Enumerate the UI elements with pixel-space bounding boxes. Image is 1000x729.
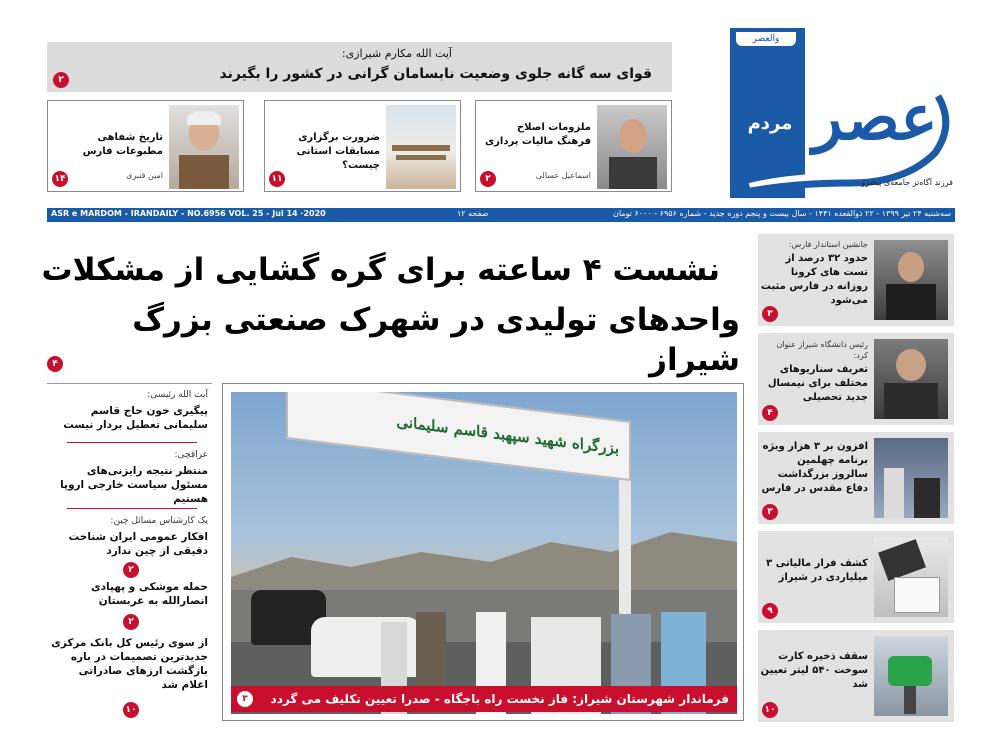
main-headline-page-badge: ۴ <box>47 356 63 372</box>
masthead-subtitle: فرزند آگاه‌تر جامعه‌ی پیشرو <box>861 178 953 187</box>
competition-photo <box>386 105 456 189</box>
main-photo-frame[interactable] <box>222 383 744 721</box>
top-card-author: اسماعیل عسالی <box>535 171 591 180</box>
sidebar-item-page-badge: ۹ <box>762 603 778 619</box>
tax-photo <box>874 537 948 617</box>
left-item-5-page-badge: ۱۰ <box>123 702 139 718</box>
top-banner-page-badge: ۲ <box>53 72 69 88</box>
top-banner-kicker: آیت الله مکارم شیرازی: <box>341 47 452 60</box>
left-item-3-kicker: یک کارشناس مسائل چین: <box>110 516 208 526</box>
top-card-3[interactable] <box>47 100 244 192</box>
info-bar-left: ASR e MARDOM - IRANDAILY - NO.6956 VOL. 25 - Jul 14 ·2020 <box>51 209 326 218</box>
left-column <box>47 383 212 723</box>
main-headline-line2[interactable]: واحدهای تولیدی در شهرک صنعتی بزرگ شیراز <box>132 302 740 378</box>
sidebar-item-title: حدود ۳۲ درصد از تست های کرونا روزانه در فارس مثبت می‌شود <box>760 253 868 306</box>
main-photo-caption-text: فرماندار شهرستان شیراز: فاز نخست راه باجگاه - صدرا تعیین تکلیف می گردد <box>270 692 729 706</box>
top-card-page-badge: ۱۱ <box>269 171 285 187</box>
top-card-page-badge: ۲ <box>480 171 496 187</box>
left-item-2-kicker: عراقچی: <box>174 450 208 460</box>
logo-word-main: عصر <box>812 81 938 154</box>
sidebar-item-1[interactable] <box>758 234 954 326</box>
info-bar-right: سه‌شنبه ۲۴ تیر ۱۳۹۹ - ۲۲ ذوالقعده ۱۴۴۱ - سال بیست و پنجم دوره جدید - شماره ۶۹۵۶ - ۶۰۰۰ تومان <box>612 209 951 218</box>
top-card-title: تاریخ شفاهی مطبوعات فارس <box>82 132 163 157</box>
top-card-title: ملزومات اصلاح فرهنگ مالیات پردازی <box>484 122 591 147</box>
sidebar-item-page-badge: ۳ <box>762 504 778 520</box>
official-photo <box>874 240 948 320</box>
sidebar-item-kicker: رئیس دانشگاه شیراز عنوان کرد: <box>776 340 868 360</box>
left-item-1-title[interactable]: پیگیری خون حاج قاسم سلیمانی تعطیل بردار نیست <box>63 405 208 431</box>
top-card-page-badge: ۱۴ <box>52 171 68 187</box>
logo-tag: والعصر <box>736 32 796 46</box>
sidebar-item-5[interactable] <box>758 630 954 722</box>
sidebar-item-kicker: جانشین استاندار فارس: <box>788 240 868 249</box>
left-item-4-title[interactable]: حمله موشکی و پهپادی انصارالله به عربستان <box>90 581 208 607</box>
left-item-5-title[interactable]: از سوی رئیس کل بانک مرکزی جدیدترین تصمیمات در باره بازگشت ارزهای صادراتی اعلام شد <box>51 637 208 691</box>
sidebar-item-4[interactable] <box>758 531 954 623</box>
top-card-title: ضرورت برگزاری مسابقات استانی چیست؟ <box>296 132 380 171</box>
sidebar-item-3[interactable] <box>758 432 954 524</box>
masthead-logo <box>730 28 955 203</box>
sidebar-item-title: سقف ذخیره کارت سوخت ۵۴۰ لیتر تعیین شد <box>760 651 868 690</box>
fuel-nozzle-photo <box>874 636 948 716</box>
sidebar-item-page-badge: ۳ <box>762 306 778 322</box>
sidebar-item-title: کشف فرار مالیاتی ۳ میلیاردی در شیراز <box>766 558 868 583</box>
top-card-author: امین قنبری <box>126 171 163 180</box>
sidebar-item-title: تعریف سناریوهای مختلف برای نیمسال جدید تحصیلی <box>767 364 868 403</box>
left-item-2-title[interactable]: منتظر نتیجه رایزنی‌های مسئول سیاست خارجی اروپا هستیم <box>60 465 208 505</box>
top-banner[interactable] <box>47 42 672 92</box>
main-photo-caption-page-badge: ۳ <box>237 691 253 707</box>
main-photo <box>231 392 737 714</box>
sidebar-item-2[interactable] <box>758 333 954 425</box>
top-card-1[interactable] <box>475 100 672 192</box>
author-photo <box>597 105 667 189</box>
sign-pole <box>619 462 631 622</box>
left-item-1-kicker: آیت الله رئیسی: <box>147 390 208 400</box>
main-photo-caption <box>231 686 737 712</box>
logo-word-small: مردم <box>747 113 793 134</box>
sidebar-item-page-badge: ۴ <box>762 405 778 421</box>
road-sign-text: بزرگراه شهید سپهبد قاسم سلیمانی <box>396 412 619 458</box>
main-headline-line1[interactable]: نشست ۴ ساعته برای گره گشایی از مشکلات <box>41 252 720 288</box>
sidebar-item-title: افزون بر ۳ هزار ویژه برنامه چهلمین سالروز بزرگداشت دفاع مقدس در فارس <box>761 441 868 494</box>
official-photo <box>874 339 948 419</box>
top-banner-headline: قوای سه گانه جلوی وضعیت نابسامان گرانی در کشور را بگیرند <box>219 66 652 82</box>
top-card-2[interactable] <box>264 100 461 192</box>
event-photo <box>874 438 948 518</box>
left-item-4-page-badge: ۲ <box>123 614 139 630</box>
info-bar-center: ۱۲ صفحه <box>457 209 489 218</box>
left-item-3-title[interactable]: افکار عمومی ایران شناخت دقیقی از چین ندارد <box>68 531 208 557</box>
left-item-3-page-badge: ۲ <box>123 562 139 578</box>
author-photo <box>169 105 239 189</box>
sidebar-item-page-badge: ۱۰ <box>762 702 778 718</box>
info-bar <box>47 208 955 222</box>
